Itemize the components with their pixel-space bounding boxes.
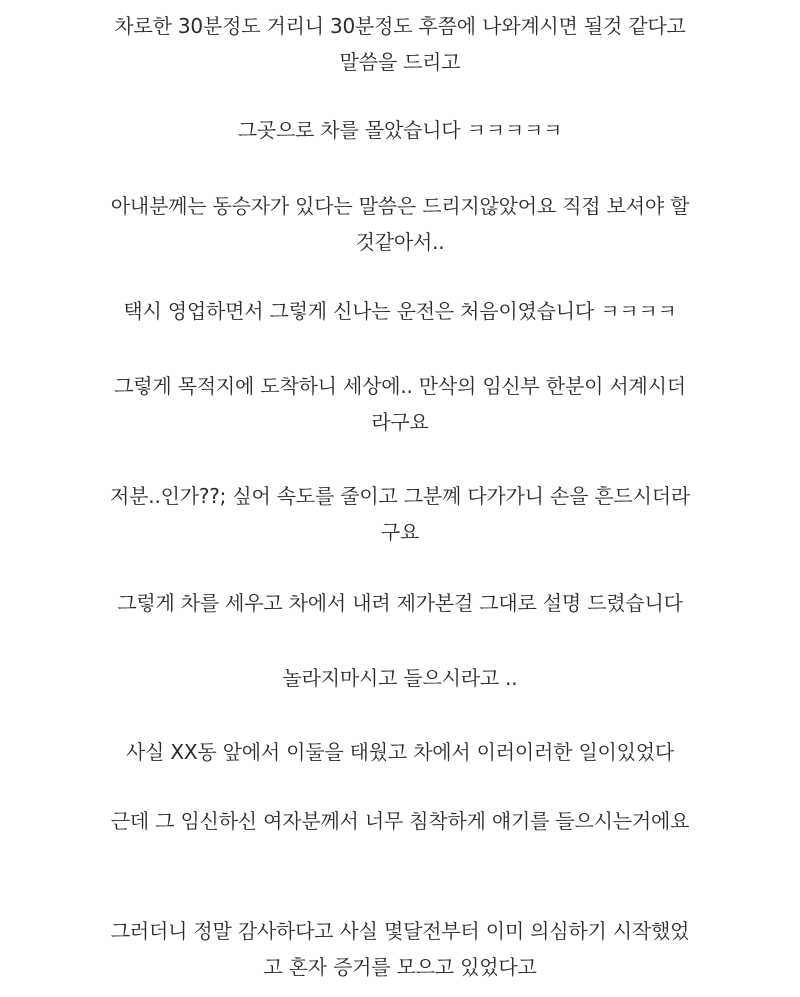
paragraph-8: [0, 660, 800, 696]
paragraph-line: 차로한 30분정도 거리니 30분정도 후쯤에 나와계시면 될것 같다고: [114, 14, 686, 38]
paragraph-6: [0, 478, 800, 550]
paragraph-line: 아내분께는 동승자가 있다는 말씀은 드리지않았어요 직접 보셔야 할: [110, 194, 690, 218]
paragraph-line: 그러더니 정말 감사하다고 사실 몇달전부터 이미 의심하기 시작했었: [110, 919, 690, 943]
paragraph-line: 말씀을 드리고: [339, 50, 461, 74]
paragraph-1: [0, 8, 800, 80]
paragraph-3: [0, 188, 800, 260]
paragraph-9: [0, 734, 800, 770]
paragraph-line: 구요: [380, 520, 420, 544]
paragraph-5: [0, 368, 800, 440]
paragraph-line: 사실 XX동 앞에서 이둘을 태웠고 차에서 이러이러한 일이있었다: [125, 740, 675, 764]
paragraph-line: 택시 영업하면서 그렇게 신나는 운전은 처음이였습니다 ㅋㅋㅋㅋ: [123, 299, 677, 323]
paragraph-line: 그렇게 목적지에 도착하니 세상에.. 만삭의 임신부 한분이 서계시더: [114, 374, 686, 398]
paragraph-line: 그곳으로 차를 몰았습니다 ㅋㅋㅋㅋㅋ: [237, 118, 563, 142]
paragraph-4: [0, 293, 800, 329]
paragraph-11: [0, 913, 800, 985]
paragraph-7: [0, 585, 800, 621]
paragraph-line: 것같아서..: [355, 230, 445, 254]
paragraph-line: 놀라지마시고 들으시라고 ..: [282, 666, 518, 690]
paragraph-10: [0, 803, 800, 839]
paragraph-2: [0, 112, 800, 148]
paragraph-line: 고 혼자 증거를 모으고 있었다고: [263, 955, 537, 979]
paragraph-line: 라구요: [371, 410, 429, 434]
paragraph-line: 저분..인가??; 싶어 속도를 줄이고 그분꼐 다가가니 손을 흔드시더라: [110, 484, 690, 508]
paragraph-line: 그렇게 차를 세우고 차에서 내려 제가본걸 그대로 설명 드렸습니다: [117, 591, 683, 615]
paragraph-line: 근데 그 임신하신 여자분께서 너무 침착하게 얘기를 들으시는거에요: [110, 809, 690, 833]
